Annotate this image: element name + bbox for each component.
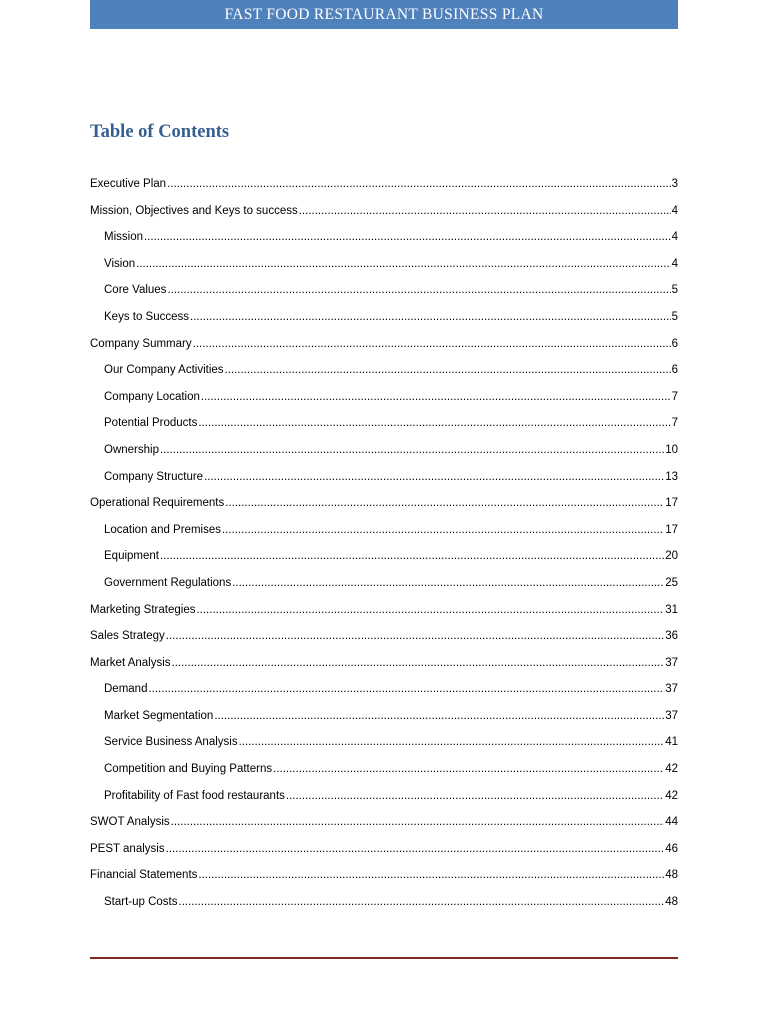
toc-entry-label: Demand — [104, 683, 148, 696]
toc-page-number: 3 — [671, 178, 678, 190]
toc-entry-label: Equipment — [104, 550, 159, 563]
toc-list-item — [90, 471, 678, 498]
toc-dot-leader — [179, 896, 665, 908]
toc-list-item — [90, 338, 678, 365]
toc-page-number: 6 — [671, 364, 678, 377]
toc-entry-label: Operational Requirements — [90, 497, 225, 510]
document-header — [90, 0, 678, 29]
toc-dot-leader — [273, 763, 664, 775]
toc-entry-label: Company Summary — [90, 337, 192, 350]
toc-list-item — [90, 311, 678, 338]
toc-entry-link[interactable] — [90, 364, 678, 391]
toc-page-number: 48 — [665, 869, 678, 882]
toc-entry-link[interactable] — [90, 604, 678, 631]
toc-dot-leader — [239, 736, 665, 748]
toc-list-item — [90, 604, 678, 631]
toc-page-number: 5 — [671, 284, 678, 297]
toc-entry-link[interactable] — [90, 657, 678, 684]
toc-entry-link[interactable] — [90, 763, 678, 790]
toc-entry-label: Government Regulations — [104, 576, 232, 589]
toc-entry-link[interactable] — [90, 577, 678, 604]
toc-page-number: 31 — [665, 603, 678, 616]
toc-dot-leader — [160, 444, 664, 456]
toc-page-number: 4 — [671, 204, 678, 217]
toc-dot-leader — [232, 577, 664, 589]
toc-page-number: 42 — [665, 789, 678, 802]
toc-entry-link[interactable] — [90, 311, 678, 338]
toc-list-item — [90, 869, 678, 896]
toc-list-item — [90, 444, 678, 471]
toc-entry-link[interactable] — [90, 471, 678, 498]
toc-dot-leader — [144, 231, 671, 243]
toc-entry-link[interactable] — [90, 710, 678, 737]
toc-entry-label: Potential Products — [104, 417, 198, 430]
toc-page-number: 10 — [665, 443, 678, 456]
toc-page-number: 44 — [665, 816, 678, 829]
toc-list-item — [90, 683, 678, 710]
toc-entry-label: Our Company Activities — [104, 364, 224, 377]
toc-dot-leader — [171, 816, 665, 828]
toc-list-item — [90, 790, 678, 817]
toc-list-item — [90, 896, 678, 923]
toc-dot-leader — [193, 338, 671, 350]
toc-list-item — [90, 205, 678, 232]
toc-entry-link[interactable] — [90, 497, 678, 524]
toc-dot-leader — [225, 364, 671, 376]
toc-entry-label: Financial Statements — [90, 869, 198, 882]
toc-list-item — [90, 630, 678, 657]
toc-list-item — [90, 258, 678, 285]
toc-dot-leader — [166, 843, 665, 855]
toc-entry-label: Company Structure — [104, 470, 204, 483]
toc-dot-leader — [172, 657, 665, 669]
toc-entry-label: Marketing Strategies — [90, 603, 196, 616]
toc-entry-label: Location and Premises — [104, 523, 221, 536]
toc-list-item — [90, 843, 678, 870]
toc-entry-link[interactable] — [90, 736, 678, 763]
toc-dot-leader — [204, 471, 664, 483]
toc-list-item — [90, 284, 678, 311]
toc-page-number: 48 — [665, 896, 678, 909]
toc-entry-link[interactable] — [90, 391, 678, 418]
toc-entry-label: Mission — [104, 231, 143, 244]
toc-dot-leader — [160, 550, 664, 562]
toc-entry-link[interactable] — [90, 338, 678, 365]
toc-dot-leader — [148, 683, 664, 695]
toc-list — [90, 178, 678, 923]
toc-entry-label: Market Segmentation — [104, 709, 214, 722]
toc-entry-link[interactable] — [90, 683, 678, 710]
toc-list-item — [90, 524, 678, 551]
toc-entry-label: Competition and Buying Patterns — [104, 763, 273, 776]
toc-page-number: 17 — [665, 497, 678, 510]
toc-page-number: 6 — [671, 337, 678, 350]
toc-page-number: 7 — [671, 390, 678, 403]
toc-page-number: 20 — [665, 550, 678, 563]
toc-entry-label: Service Business Analysis — [104, 736, 238, 749]
toc-entry-link[interactable] — [90, 417, 678, 444]
toc-page-number: 37 — [665, 683, 678, 696]
toc-dot-leader — [222, 524, 664, 536]
toc-page-number: 7 — [671, 417, 678, 430]
toc-page-number: 4 — [671, 231, 678, 244]
toc-dot-leader — [196, 604, 664, 616]
toc-list-item — [90, 497, 678, 524]
toc-title: Table of Contents — [90, 122, 230, 142]
toc-entry-label: Sales Strategy — [90, 630, 165, 643]
toc-entry-label: SWOT Analysis — [90, 816, 170, 829]
toc-list-item — [90, 657, 678, 684]
toc-entry-link[interactable] — [90, 258, 678, 285]
toc-entry-link[interactable] — [90, 284, 678, 311]
toc-dot-leader — [198, 869, 664, 881]
toc-list-item — [90, 364, 678, 391]
toc-page-number: 5 — [671, 310, 678, 323]
toc-entry-link[interactable] — [90, 843, 678, 870]
toc-list-item — [90, 417, 678, 444]
toc-entry-link[interactable] — [90, 205, 678, 232]
toc-entry-label: PEST analysis — [90, 842, 165, 855]
toc-list-item — [90, 736, 678, 763]
toc-page-number: 17 — [665, 523, 678, 536]
toc-entry-label: Keys to Success — [104, 310, 190, 323]
toc-entry-label: Vision — [104, 257, 136, 270]
toc-page-number: 13 — [665, 470, 678, 483]
toc-entry-link[interactable] — [90, 550, 678, 577]
toc-list-item — [90, 391, 678, 418]
toc-dot-leader — [225, 497, 664, 509]
toc-page-number: 25 — [665, 576, 678, 589]
toc-entry-label: Company Location — [104, 390, 200, 403]
toc-list-item — [90, 763, 678, 790]
toc-list-item — [90, 231, 678, 258]
footer-divider — [90, 957, 678, 959]
toc-entry-label: Core Values — [104, 284, 167, 297]
toc-entry-link[interactable] — [90, 630, 678, 657]
toc-dot-leader — [286, 790, 664, 802]
toc-dot-leader — [136, 258, 670, 270]
toc-page-number: 41 — [665, 736, 678, 749]
toc-entry-label: Market Analysis — [90, 656, 171, 669]
toc-dot-leader — [167, 178, 671, 190]
toc-page-number: 4 — [671, 257, 678, 270]
toc-entry-label: Profitability of Fast food restaurants — [104, 789, 285, 802]
toc-dot-leader — [190, 311, 671, 323]
toc-page-number: 42 — [665, 763, 678, 776]
toc-entry-link[interactable] — [90, 444, 678, 471]
toc-entry-label: Ownership — [104, 443, 159, 456]
toc-entry-link[interactable] — [90, 869, 678, 896]
toc-entry-link[interactable] — [90, 178, 678, 205]
toc-entry-link[interactable] — [90, 816, 678, 843]
toc-dot-leader — [166, 630, 664, 642]
toc-page-number: 46 — [665, 842, 678, 855]
toc-list-item — [90, 178, 678, 205]
toc-entry-label: Mission, Objectives and Keys to success — [90, 204, 298, 217]
toc-entry-link[interactable] — [90, 231, 678, 258]
toc-list-item — [90, 816, 678, 843]
toc-dot-leader — [167, 284, 670, 296]
toc-entry-label: Start-up Costs — [104, 896, 178, 909]
toc-entry-label: Executive Plan — [90, 178, 167, 190]
toc-page-number: 36 — [665, 630, 678, 643]
toc-entry-link[interactable] — [90, 896, 678, 923]
toc-entry-link[interactable] — [90, 524, 678, 551]
toc-dot-leader — [198, 417, 670, 429]
toc-page-number: 37 — [665, 656, 678, 669]
document-header-title: FAST FOOD RESTAURANT BUSINESS PLAN — [224, 5, 544, 23]
toc-dot-leader — [299, 205, 671, 217]
toc-entry-link[interactable] — [90, 790, 678, 817]
toc-list-item — [90, 577, 678, 604]
toc-page-number: 37 — [665, 709, 678, 722]
toc-dot-leader — [214, 710, 664, 722]
toc-dot-leader — [201, 391, 671, 403]
toc-list-item — [90, 710, 678, 737]
toc-list-item — [90, 550, 678, 577]
